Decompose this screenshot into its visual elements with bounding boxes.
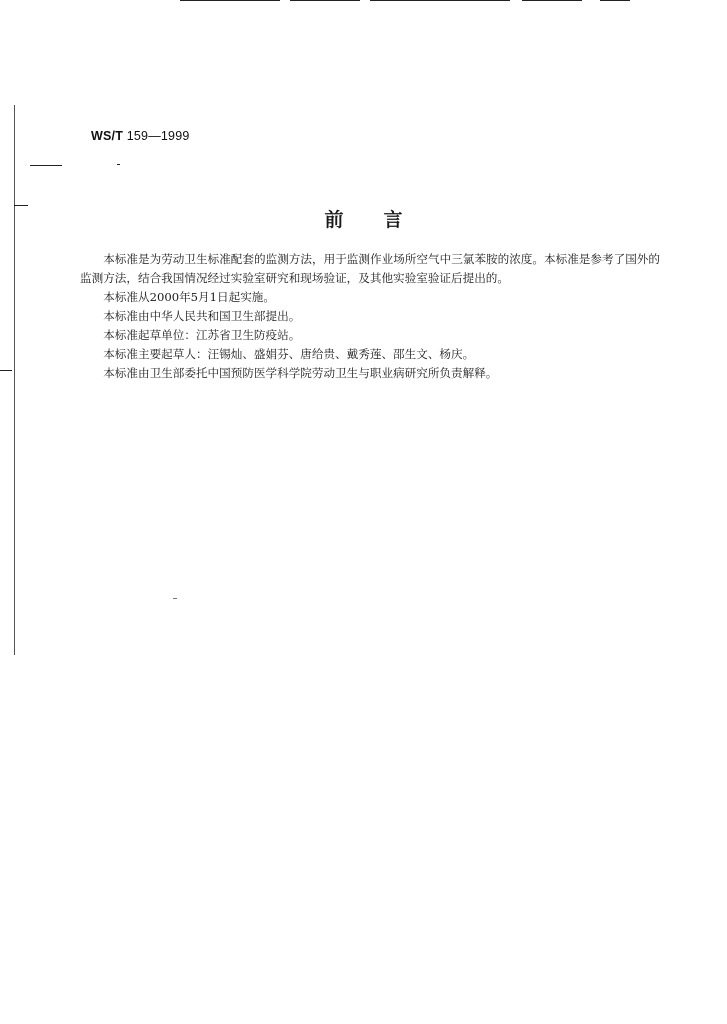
standard-code <box>91 129 190 143</box>
scan-dot-2 <box>173 598 177 599</box>
scan-tick-3 <box>0 370 12 371</box>
paragraph-proposer: 本标准由中华人民共和国卫生部提出。 <box>103 309 301 323</box>
paragraph-drafters: 本标准主要起草人：汪锡灿、盛娟芬、唐给贵、戴秀莲、邵生文、杨庆。 <box>103 347 475 361</box>
scan-edge-line-top <box>180 0 280 1</box>
paragraph-interpretation: 本标准由卫生部委托中国预防医学科学院劳动卫生与职业病研究所负责解释。 <box>103 366 498 380</box>
scan-edge-line-top-3 <box>370 0 510 1</box>
paragraph-effective-date: 本标准从2000年5月1日起实施。 <box>103 290 275 304</box>
paragraph-purpose: 本标准是为劳动卫生标准配套的监测方法，用于监测作业场所空气中三氯苯胺的浓度。本标准是参考了国外的监测方法，结合我国情况经过实验室研究和现场验证，及其他实验室验证后提出的。 <box>80 252 660 285</box>
scan-edge-line-top-2 <box>290 0 360 1</box>
scan-edge-line-top-4 <box>522 0 582 1</box>
standard-prefix: WS/T <box>91 129 124 143</box>
foreword-body <box>80 250 660 383</box>
standard-number: 159—1999 <box>126 129 190 143</box>
scan-tick-1 <box>30 165 62 166</box>
scan-dot-1 <box>117 164 120 165</box>
section-title: 前言 <box>324 209 443 231</box>
paragraph-drafting-unit: 本标准起草单位：江苏省卫生防疫站。 <box>103 328 301 342</box>
scan-edge-line-top-5 <box>600 0 630 1</box>
scan-binding-line <box>14 105 15 655</box>
